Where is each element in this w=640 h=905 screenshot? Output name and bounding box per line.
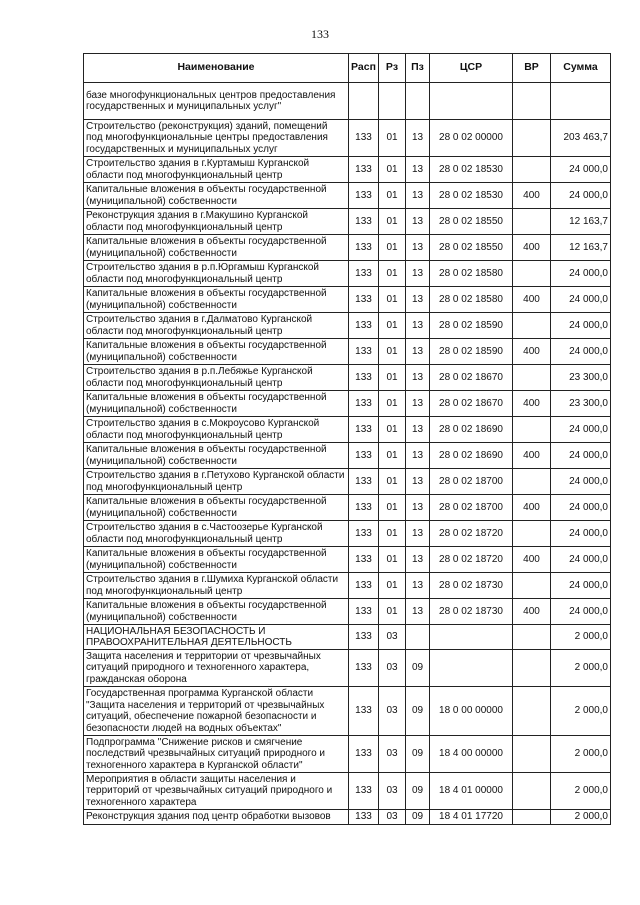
cell-vr <box>513 157 551 183</box>
cell-sum: 24 000,0 <box>551 469 611 495</box>
cell-csr: 28 0 02 18670 <box>430 365 513 391</box>
cell-rasp: 133 <box>349 235 379 261</box>
cell-sum: 24 000,0 <box>551 339 611 365</box>
cell-csr: 28 0 02 18670 <box>430 391 513 417</box>
table-row <box>84 120 611 157</box>
cell-rz: 03 <box>379 736 406 773</box>
table-row <box>84 547 611 573</box>
cell-rz: 01 <box>379 287 406 313</box>
cell-rasp: 133 <box>349 183 379 209</box>
cell-sum: 2 000,0 <box>551 625 611 650</box>
cell-csr: 18 4 01 00000 <box>430 773 513 810</box>
cell-csr: 18 4 01 17720 <box>430 810 513 825</box>
table-row <box>84 339 611 365</box>
header-sum: Сумма <box>551 54 611 83</box>
cell-sum <box>551 83 611 120</box>
cell-rasp: 133 <box>349 573 379 599</box>
cell-name: Капитальные вложения в объекты государственной (муниципальной) собственности <box>84 495 349 521</box>
cell-rasp: 133 <box>349 599 379 625</box>
cell-rasp: 133 <box>349 365 379 391</box>
cell-pz: 09 <box>406 650 430 687</box>
cell-rasp: 133 <box>349 287 379 313</box>
cell-rasp: 133 <box>349 810 379 825</box>
cell-name: Капитальные вложения в объекты государственной (муниципальной) собственности <box>84 547 349 573</box>
table-row <box>84 495 611 521</box>
cell-rz: 01 <box>379 547 406 573</box>
cell-sum: 24 000,0 <box>551 261 611 287</box>
cell-csr: 28 0 02 00000 <box>430 120 513 157</box>
table-row <box>84 736 611 773</box>
table-row <box>84 599 611 625</box>
cell-csr: 28 0 02 18700 <box>430 469 513 495</box>
header-rasp: Расп <box>349 54 379 83</box>
cell-pz: 13 <box>406 391 430 417</box>
cell-vr <box>513 650 551 687</box>
cell-name: Строительство здания в г.Петухово Курганской области под многофункциональный центр <box>84 469 349 495</box>
table-row <box>84 443 611 469</box>
cell-pz: 13 <box>406 157 430 183</box>
cell-csr: 28 0 02 18730 <box>430 573 513 599</box>
cell-name: Строительство здания в р.п.Юргамыш Курганской области под многофункциональный центр <box>84 261 349 287</box>
cell-pz: 13 <box>406 235 430 261</box>
cell-rasp: 133 <box>349 209 379 235</box>
cell-sum: 2 000,0 <box>551 687 611 736</box>
cell-name: Строительство здания в г.Далматово Курганской области под многофункциональный центр <box>84 313 349 339</box>
header-csr: ЦСР <box>430 54 513 83</box>
table-row <box>84 235 611 261</box>
cell-vr: 400 <box>513 547 551 573</box>
cell-name: Мероприятия в области защиты населения и территорий от чрезвычайных ситуаций природного и техногенного характера <box>84 773 349 810</box>
cell-pz: 09 <box>406 736 430 773</box>
cell-name: Подпрограмма "Снижение рисков и смягчение последствий чрезвычайных ситуаций природного и техногенного характера в Курганской области" <box>84 736 349 773</box>
cell-rasp: 133 <box>349 261 379 287</box>
cell-rz: 01 <box>379 365 406 391</box>
cell-name: Государственная программа Курганской области "Защита населения и территорий от чрезвычайных ситуаций, обеспечение пожарной безопасности и безопасности людей на водных объектах" <box>84 687 349 736</box>
cell-name: Капитальные вложения в объекты государственной (муниципальной) собственности <box>84 287 349 313</box>
cell-pz: 13 <box>406 495 430 521</box>
cell-vr <box>513 573 551 599</box>
cell-rasp: 133 <box>349 687 379 736</box>
cell-csr: 28 0 02 18590 <box>430 339 513 365</box>
cell-name: Строительство здания в р.п.Лебяжье Курганской области под многофункциональный центр <box>84 365 349 391</box>
cell-rz: 01 <box>379 469 406 495</box>
cell-name: Капитальные вложения в объекты государственной (муниципальной) собственности <box>84 339 349 365</box>
header-pz: Пз <box>406 54 430 83</box>
cell-vr <box>513 261 551 287</box>
cell-name: Реконструкция здания в г.Макушино Курганской области под многофункциональный центр <box>84 209 349 235</box>
cell-pz: 13 <box>406 313 430 339</box>
cell-rasp: 133 <box>349 736 379 773</box>
table-row <box>84 157 611 183</box>
cell-name: Строительство (реконструкция) зданий, помещений под многофункциональные центры предоставления государственных и муниципальных услуг <box>84 120 349 157</box>
table-header <box>84 54 611 83</box>
cell-vr <box>513 810 551 825</box>
cell-csr: 28 0 02 18550 <box>430 209 513 235</box>
cell-name: Защита населения и территории от чрезвычайных ситуаций природного и техногенного характера, гражданская оборона <box>84 650 349 687</box>
cell-rz: 01 <box>379 521 406 547</box>
cell-name: Капитальные вложения в объекты государственной (муниципальной) собственности <box>84 183 349 209</box>
cell-csr: 28 0 02 18690 <box>430 417 513 443</box>
cell-vr <box>513 687 551 736</box>
cell-sum: 24 000,0 <box>551 183 611 209</box>
cell-rasp: 133 <box>349 773 379 810</box>
cell-vr <box>513 313 551 339</box>
table-row <box>84 83 611 120</box>
cell-csr: 28 0 02 18730 <box>430 599 513 625</box>
cell-pz: 09 <box>406 810 430 825</box>
cell-rz: 01 <box>379 573 406 599</box>
cell-rasp: 133 <box>349 625 379 650</box>
cell-rasp: 133 <box>349 417 379 443</box>
cell-vr: 400 <box>513 183 551 209</box>
cell-pz: 13 <box>406 417 430 443</box>
cell-vr <box>513 365 551 391</box>
table-row <box>84 313 611 339</box>
cell-rasp: 133 <box>349 313 379 339</box>
cell-vr: 400 <box>513 391 551 417</box>
cell-rasp: 133 <box>349 547 379 573</box>
cell-vr <box>513 83 551 120</box>
cell-rz: 01 <box>379 495 406 521</box>
cell-rz: 01 <box>379 157 406 183</box>
cell-pz: 13 <box>406 443 430 469</box>
table-row <box>84 469 611 495</box>
cell-csr: 28 0 02 18720 <box>430 547 513 573</box>
cell-rasp: 133 <box>349 443 379 469</box>
cell-sum: 12 163,7 <box>551 235 611 261</box>
cell-rz: 01 <box>379 339 406 365</box>
cell-pz: 13 <box>406 287 430 313</box>
cell-name: базе многофункциональных центров предоставления государственных и муниципальных услуг" <box>84 83 349 120</box>
cell-csr <box>430 625 513 650</box>
cell-pz: 13 <box>406 547 430 573</box>
cell-csr: 18 0 00 00000 <box>430 687 513 736</box>
cell-rasp: 133 <box>349 521 379 547</box>
cell-vr: 400 <box>513 235 551 261</box>
header-name: Наименование <box>84 54 349 83</box>
cell-rz: 03 <box>379 773 406 810</box>
cell-pz: 13 <box>406 209 430 235</box>
cell-sum: 23 300,0 <box>551 365 611 391</box>
cell-vr <box>513 736 551 773</box>
page-number: 133 <box>311 27 329 41</box>
cell-sum: 2 000,0 <box>551 810 611 825</box>
header-vr: ВР <box>513 54 551 83</box>
cell-rasp: 133 <box>349 157 379 183</box>
table-row <box>84 365 611 391</box>
table-row <box>84 573 611 599</box>
cell-csr: 28 0 02 18530 <box>430 183 513 209</box>
cell-pz <box>406 625 430 650</box>
cell-rasp: 133 <box>349 339 379 365</box>
cell-pz: 13 <box>406 573 430 599</box>
cell-rz: 01 <box>379 120 406 157</box>
budget-table <box>83 53 611 825</box>
cell-pz: 13 <box>406 183 430 209</box>
cell-vr <box>513 521 551 547</box>
cell-rz: 01 <box>379 235 406 261</box>
cell-pz: 13 <box>406 521 430 547</box>
cell-vr <box>513 120 551 157</box>
cell-name: Капитальные вложения в объекты государственной (муниципальной) собственности <box>84 235 349 261</box>
table-row <box>84 417 611 443</box>
cell-sum: 24 000,0 <box>551 521 611 547</box>
cell-rz: 01 <box>379 391 406 417</box>
cell-rz: 01 <box>379 209 406 235</box>
table-row <box>84 391 611 417</box>
cell-pz: 13 <box>406 120 430 157</box>
cell-pz: 09 <box>406 687 430 736</box>
cell-rasp: 133 <box>349 469 379 495</box>
cell-pz <box>406 83 430 120</box>
cell-sum: 24 000,0 <box>551 573 611 599</box>
cell-sum: 24 000,0 <box>551 443 611 469</box>
cell-rz: 01 <box>379 443 406 469</box>
cell-csr <box>430 650 513 687</box>
cell-rz: 03 <box>379 687 406 736</box>
cell-sum: 24 000,0 <box>551 599 611 625</box>
cell-vr <box>513 417 551 443</box>
cell-vr <box>513 773 551 810</box>
cell-name: Капитальные вложения в объекты государственной (муниципальной) собственности <box>84 391 349 417</box>
cell-name: Реконструкция здания под центр обработки вызовов <box>84 810 349 825</box>
table-row <box>84 183 611 209</box>
cell-rz <box>379 83 406 120</box>
cell-csr: 28 0 02 18550 <box>430 235 513 261</box>
cell-name: Строительство здания в г.Шумиха Курганской области под многофункциональный центр <box>84 573 349 599</box>
cell-csr: 28 0 02 18700 <box>430 495 513 521</box>
table-row <box>84 687 611 736</box>
cell-vr <box>513 469 551 495</box>
cell-rasp: 133 <box>349 495 379 521</box>
cell-sum: 2 000,0 <box>551 650 611 687</box>
cell-vr <box>513 209 551 235</box>
cell-rasp: 133 <box>349 391 379 417</box>
cell-rz: 03 <box>379 625 406 650</box>
cell-vr: 400 <box>513 599 551 625</box>
table-row <box>84 650 611 687</box>
cell-sum: 24 000,0 <box>551 417 611 443</box>
cell-pz: 09 <box>406 773 430 810</box>
table-body <box>84 83 611 825</box>
table-row <box>84 773 611 810</box>
cell-rasp <box>349 83 379 120</box>
cell-sum: 2 000,0 <box>551 736 611 773</box>
cell-name: Строительство здания в с.Частоозерье Курганской области под многофункциональный центр <box>84 521 349 547</box>
cell-csr: 28 0 02 18580 <box>430 261 513 287</box>
cell-name: НАЦИОНАЛЬНАЯ БЕЗОПАСНОСТЬ И ПРАВООХРАНИТЕЛЬНАЯ ДЕЯТЕЛЬНОСТЬ <box>84 625 349 650</box>
cell-name: Строительство здания в г.Куртамыш Курганской области под многофункциональный центр <box>84 157 349 183</box>
cell-sum: 24 000,0 <box>551 495 611 521</box>
cell-rasp: 133 <box>349 120 379 157</box>
cell-vr: 400 <box>513 287 551 313</box>
table-row <box>84 521 611 547</box>
cell-rz: 01 <box>379 417 406 443</box>
cell-sum: 23 300,0 <box>551 391 611 417</box>
cell-sum: 203 463,7 <box>551 120 611 157</box>
cell-name: Капитальные вложения в объекты государственной (муниципальной) собственности <box>84 599 349 625</box>
cell-pz: 13 <box>406 365 430 391</box>
cell-pz: 13 <box>406 469 430 495</box>
cell-rz: 01 <box>379 261 406 287</box>
cell-csr <box>430 83 513 120</box>
table-row <box>84 209 611 235</box>
cell-rz: 01 <box>379 313 406 339</box>
cell-pz: 13 <box>406 339 430 365</box>
cell-csr: 18 4 00 00000 <box>430 736 513 773</box>
cell-sum: 24 000,0 <box>551 313 611 339</box>
cell-sum: 2 000,0 <box>551 773 611 810</box>
cell-vr: 400 <box>513 339 551 365</box>
cell-rz: 03 <box>379 650 406 687</box>
cell-name: Капитальные вложения в объекты государственной (муниципальной) собственности <box>84 443 349 469</box>
cell-vr: 400 <box>513 443 551 469</box>
cell-csr: 28 0 02 18590 <box>430 313 513 339</box>
cell-rz: 01 <box>379 599 406 625</box>
header-rz: Рз <box>379 54 406 83</box>
cell-sum: 12 163,7 <box>551 209 611 235</box>
cell-rz: 03 <box>379 810 406 825</box>
cell-name: Строительство здания в с.Мокроусово Курганской области под многофункциональный центр <box>84 417 349 443</box>
table-row <box>84 810 611 825</box>
cell-csr: 28 0 02 18530 <box>430 157 513 183</box>
cell-pz: 13 <box>406 599 430 625</box>
table-row <box>84 287 611 313</box>
cell-csr: 28 0 02 18690 <box>430 443 513 469</box>
cell-vr <box>513 625 551 650</box>
cell-pz: 13 <box>406 261 430 287</box>
cell-vr: 400 <box>513 495 551 521</box>
cell-rz: 01 <box>379 183 406 209</box>
table-row <box>84 625 611 650</box>
cell-csr: 28 0 02 18580 <box>430 287 513 313</box>
cell-sum: 24 000,0 <box>551 287 611 313</box>
cell-csr: 28 0 02 18720 <box>430 521 513 547</box>
cell-rasp: 133 <box>349 650 379 687</box>
cell-sum: 24 000,0 <box>551 547 611 573</box>
table-row <box>84 261 611 287</box>
cell-sum: 24 000,0 <box>551 157 611 183</box>
